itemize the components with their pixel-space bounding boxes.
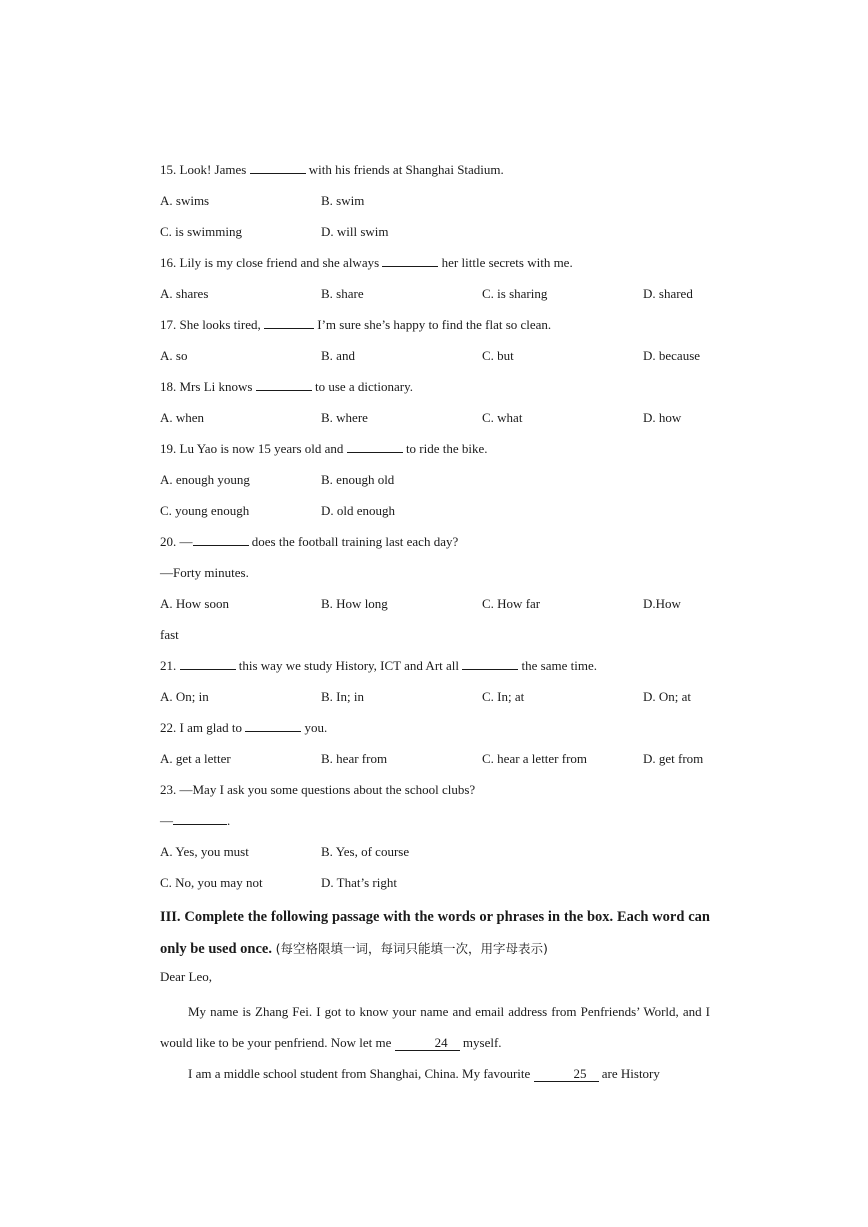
option-d: D. old enough — [321, 503, 396, 518]
option-d: D. That’s right — [321, 875, 397, 890]
question-22: 22. I am glad to you. — [160, 716, 710, 747]
option-c: C. hear a letter from — [482, 751, 588, 766]
option-c: C. what — [482, 410, 523, 425]
question-18: 18. Mrs Li knows to use a dictionary. — [160, 375, 710, 406]
option-d: D. how — [643, 410, 682, 425]
question-16: 16. Lily is my close friend and she always her little secrets with me. — [160, 251, 710, 282]
option-b: B. Yes, of course — [321, 844, 410, 859]
option-b: B. swim — [321, 193, 365, 208]
option-a: A. get a letter — [160, 751, 231, 766]
option-c: C. young enough — [160, 503, 250, 518]
question-19-options-ab — [160, 468, 710, 499]
option-c: C. is swimming — [160, 224, 242, 239]
option-b: B. and — [321, 348, 355, 363]
option-b: B. In; in — [321, 689, 364, 704]
option-d: D. On; at — [643, 689, 692, 704]
option-d: D. will swim — [321, 224, 389, 239]
blank-25: 25 — [534, 1066, 599, 1082]
question-21-options — [160, 685, 710, 716]
option-d: D. because — [643, 348, 701, 363]
answer-blank — [462, 654, 518, 670]
question-17-options — [160, 344, 710, 375]
section-3-heading: III. Complete the following passage with the words or phrases in the box. Each word can only be used once. (每空格限填一词，每词只能填一次，用字母表示) — [160, 909, 710, 957]
option-a: A. when — [160, 410, 205, 425]
option-a: A. so — [160, 348, 188, 363]
option-b: B. hear from — [321, 751, 388, 766]
option-a: A. Yes, you must — [160, 844, 249, 859]
question-23-reply: — . — [160, 809, 710, 840]
question-19: 19. Lu Yao is now 15 years old and to ride the bike. — [160, 437, 710, 468]
question-23-options-cd — [160, 871, 710, 902]
answer-blank — [193, 530, 249, 546]
question-20-reply: —Forty minutes. — [160, 565, 249, 580]
question-23-options-ab — [160, 840, 710, 871]
option-c: C. How far — [482, 596, 541, 611]
answer-blank — [382, 251, 438, 267]
question-18-options — [160, 406, 710, 437]
option-c: C. In; at — [482, 689, 525, 704]
question-22-options — [160, 747, 710, 778]
option-a: A. shares — [160, 286, 209, 301]
letter-paragraph-2: I am a middle school student from Shanghai, China. My favourite 25 are History — [188, 1066, 660, 1081]
answer-blank — [173, 809, 227, 825]
option-c: C. is sharing — [482, 286, 548, 301]
question-15-options-ab — [160, 189, 710, 220]
letter-paragraph-1: My name is Zhang Fei. I got to know your name and email address from Penfriends’ World, and I would like to be your penfriend. Now let me 24 myself. — [160, 1004, 710, 1050]
option-c: C. but — [482, 348, 514, 363]
answer-blank — [250, 158, 306, 174]
option-a: A. On; in — [160, 689, 209, 704]
answer-blank — [264, 313, 314, 329]
blank-24: 24 — [395, 1035, 460, 1051]
option-d-wrap: fast — [160, 627, 179, 642]
question-21: 21. this way we study History, ICT and Art all the same time. — [160, 654, 710, 685]
answer-blank — [347, 437, 403, 453]
section-3-note: (每空格限填一词，每词只能填一次，用字母表示) — [275, 941, 548, 956]
option-a: A. swims — [160, 193, 210, 208]
answer-blank — [180, 654, 236, 670]
option-c: C. No, you may not — [160, 875, 263, 890]
question-20: 20. — does the football training last each day? — [160, 530, 710, 561]
option-d: D. shared — [643, 286, 693, 301]
option-a: A. enough young — [160, 472, 250, 487]
option-b: B. How long — [321, 596, 388, 611]
question-19-options-cd — [160, 499, 710, 530]
option-a: A. How soon — [160, 596, 229, 611]
option-d: D. get from — [643, 751, 704, 766]
question-15: 15. Look! James with his friends at Shanghai Stadium. — [160, 158, 710, 189]
question-23: 23. —May I ask you some questions about the school clubs? — [160, 782, 476, 797]
question-17: 17. She looks tired, I’m sure she’s happy to find the flat so clean. — [160, 313, 710, 344]
option-d: D. How — [643, 596, 681, 611]
exam-page — [160, 158, 710, 1089]
question-20-options — [160, 592, 710, 623]
answer-blank — [245, 716, 301, 732]
option-b: B. where — [321, 410, 368, 425]
answer-blank — [256, 375, 312, 391]
letter-greeting: Dear Leo, — [160, 969, 212, 984]
option-b: B. enough old — [321, 472, 395, 487]
question-16-options — [160, 282, 710, 313]
option-b: B. share — [321, 286, 364, 301]
question-15-options-cd — [160, 220, 710, 251]
